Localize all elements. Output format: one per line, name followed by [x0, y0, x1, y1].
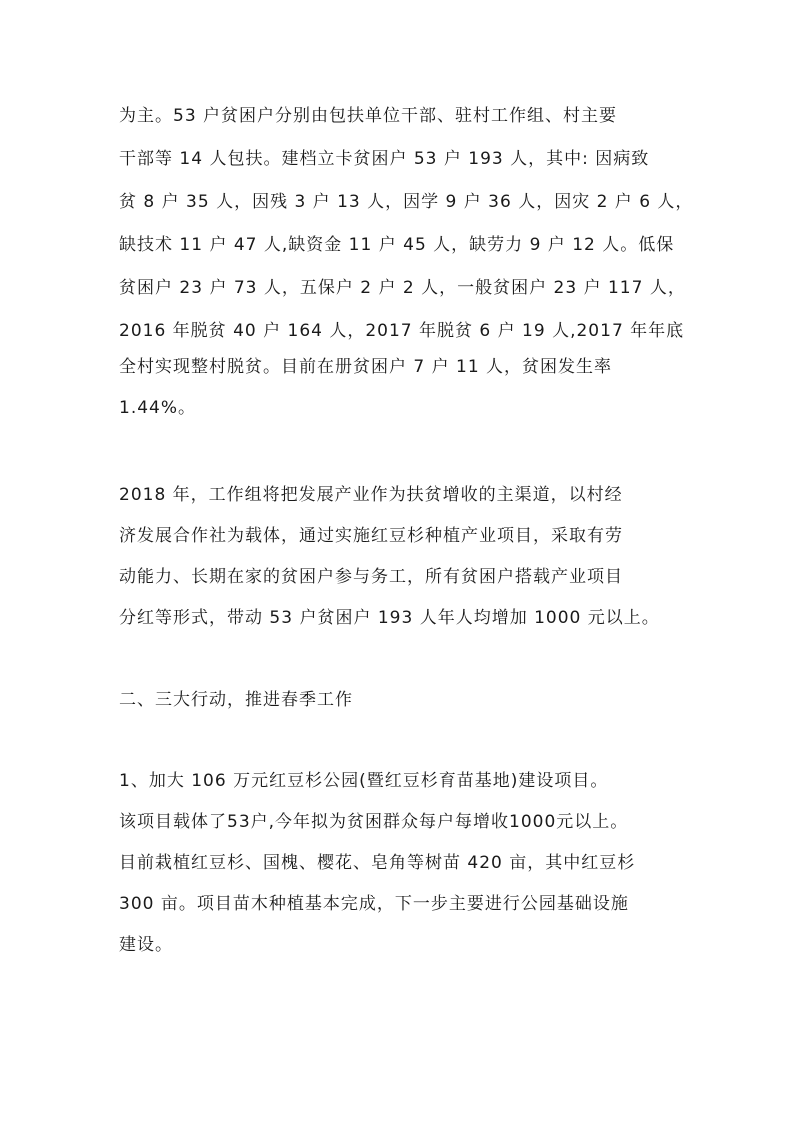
- paragraph-3-line: 该项目载体了53户,今年拟为贫困群众每户每增收1000元以上。: [119, 812, 629, 832]
- paragraph-3-line: 300 亩。项目苗木种植基本完成，下一步主要进行公园基础设施: [119, 894, 629, 914]
- paragraph-2-line: 2018 年，工作组将把发展产业作为扶贫增收的主渠道，以村经: [119, 485, 623, 505]
- paragraph-1-line: 全村实现整村脱贫。目前在册贫困户 7 户 11 人，贫困发生率: [119, 357, 613, 377]
- item-1-title: 1、加大 106 万元红豆杉公园(暨红豆杉育苗基地)建设项目。: [119, 771, 609, 791]
- paragraph-1-line: 干部等 14 人包扶。建档立卡贫困户 53 户 193 人，其中: 因病致: [119, 149, 650, 169]
- section-heading: 二、三大行动，推进春季工作: [119, 690, 353, 710]
- paragraph-2-line: 济发展合作社为载体，通过实施红豆杉种植产业项目，采取有劳: [119, 526, 623, 546]
- paragraph-1-line: 贫 8 户 35 人，因残 3 户 13 人，因学 9 户 36 人，因灾 2 户 6 人，: [119, 192, 694, 212]
- paragraph-1-line: 为主。53 户贫困户分别由包扶单位干部、驻村工作组、村主要: [119, 106, 618, 126]
- paragraph-1-line: 缺技术 11 户 47 人,缺资金 11 户 45 人，缺劳力 9 户 12 人。低保: [119, 235, 675, 255]
- paragraph-3-line: 目前栽植红豆杉、国槐、樱花、皂角等树苗 420 亩，其中红豆杉: [119, 853, 636, 873]
- paragraph-2-line: 分红等形式，带动 53 户贫困户 193 人年人均增加 1000 元以上。: [119, 608, 660, 628]
- paragraph-2-line: 动能力、长期在家的贫困户参与务工，所有贫困户搭载产业项目: [119, 567, 623, 587]
- paragraph-3-line: 建设。: [119, 935, 173, 955]
- paragraph-1-line: 1.44%。: [119, 398, 197, 418]
- paragraph-1-line: 贫困户 23 户 73 人，五保户 2 户 2 人，一般贫困户 23 户 117 人，: [119, 278, 686, 298]
- paragraph-1-line: 2016 年脱贫 40 户 164 人，2017 年脱贫 6 户 19 人,2017 年年底: [119, 321, 685, 341]
